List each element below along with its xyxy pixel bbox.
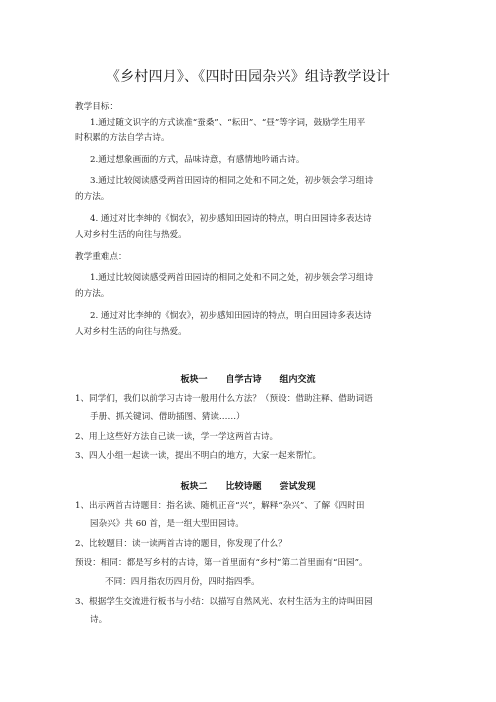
section-2-line-1: 1、出示两首古诗题目：指名读、随机正音“兴”，解释“杂兴”、了解《四时田 [75,501,365,511]
objective-1-line-2: 时积累的方法自学古诗。 [75,133,170,143]
key-points-label: 教学重难点： [75,252,127,262]
objective-2: 2.通过想象画面的方式，品味诗意，有感情地吟诵古诗。 [90,155,305,165]
section-2-line-2: 园杂兴》共 60 首，是一组大型田园诗。 [90,519,244,529]
section-1-line-3: 2、用上这些好方法自己读一读，学一学这两首古诗。 [75,432,279,442]
key-point-2-line-2: 人对乡村生活的向往与热爱。 [75,327,187,337]
section-2-line-3: 2、比较题目：读一读两首古诗的题目，你发现了什么？ [75,539,287,549]
objectives-label: 教学目标： [75,102,118,112]
objective-3-line-2: 的方法。 [75,192,110,202]
section-1-line-4: 3、四人小组一起读一读，提出不明白的地方，大家一起来帮忙。 [75,451,322,461]
objective-4-line-1: 4. 通过对比李绅的《悯农》，初步感知田园诗的特点，明白田园诗多表达诗 [90,214,372,224]
key-point-1-line-1: 1.通过比较阅读感受两首田园诗的相同之处和不同之处，初步领会学习组诗 [90,273,374,283]
document-title: 《乡村四月》、《四时田园杂兴》组诗教学设计 [105,69,391,85]
section-1-heading: 板块一 自学古诗 组内交流 [180,375,316,385]
objective-4-line-2: 人对乡村生活的向往与热爱。 [75,230,187,240]
objective-1-line-1: 1.通过随文识字的方式读准“蚕桑”、“耘田”、“昼”等字词，鼓励学生用平 [90,118,366,128]
section-2-line-5: 不同：四月指农历四月份，四时指四季。 [105,577,260,587]
section-2-heading: 板块二 比较诗题 尝试发现 [180,482,316,492]
key-point-2-line-1: 2. 通过对比李绅的《悯农》，初步感知田园诗的特点，明白田园诗多表达诗 [90,311,372,321]
section-1-line-2: 手册、抓关键词、借助插图、猜读……） [90,412,245,422]
section-1-line-1: 1、同学们，我们以前学习古诗一般用什么方法？（预设：借助注释、借助词语 [75,394,373,404]
section-2-line-4: 预设：相同：都是写乡村的古诗，第一首里面有“乡村”第二首里面有“田园”。 [75,558,368,568]
section-2-line-7: 诗。 [90,615,108,625]
key-point-1-line-2: 的方法。 [75,289,110,299]
objective-3-line-1: 3.通过比较阅读感受两首田园诗的相同之处和不同之处，初步领会学习组诗 [90,176,374,186]
section-2-line-6: 3、根据学生交流进行板书与小结：以描写自然风光、农村生活为主的诗叫田园 [75,597,373,607]
